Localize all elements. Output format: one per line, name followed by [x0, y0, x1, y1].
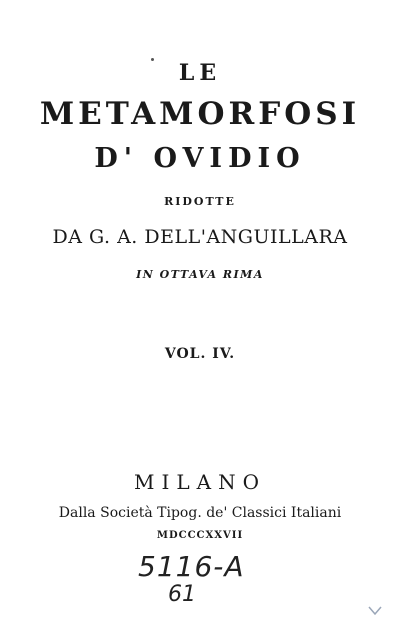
- imprint-city: MILANO: [134, 470, 266, 494]
- handwritten-number: 61: [168, 582, 196, 607]
- imprint-publisher: Dalla Società Tipog. de' Classici Italiani: [58, 505, 342, 521]
- verse-form-line: IN OTTAVA RIMA: [136, 268, 264, 281]
- author-line: D' OVIDIO: [94, 143, 306, 174]
- title-article: LE: [178, 60, 222, 86]
- book-title: METAMORFOSI: [39, 96, 361, 132]
- handwritten-shelfmark: 5116-A: [138, 550, 245, 583]
- imprint-year: MDCCCXXVII: [156, 530, 244, 541]
- volume-number: VOL. IV.: [164, 346, 236, 362]
- reduced-line: RIDOTTE: [164, 195, 236, 208]
- corner-logo-icon: [368, 605, 382, 615]
- translator-line: DA G. A. DELL'ANGUILLARA: [52, 226, 348, 248]
